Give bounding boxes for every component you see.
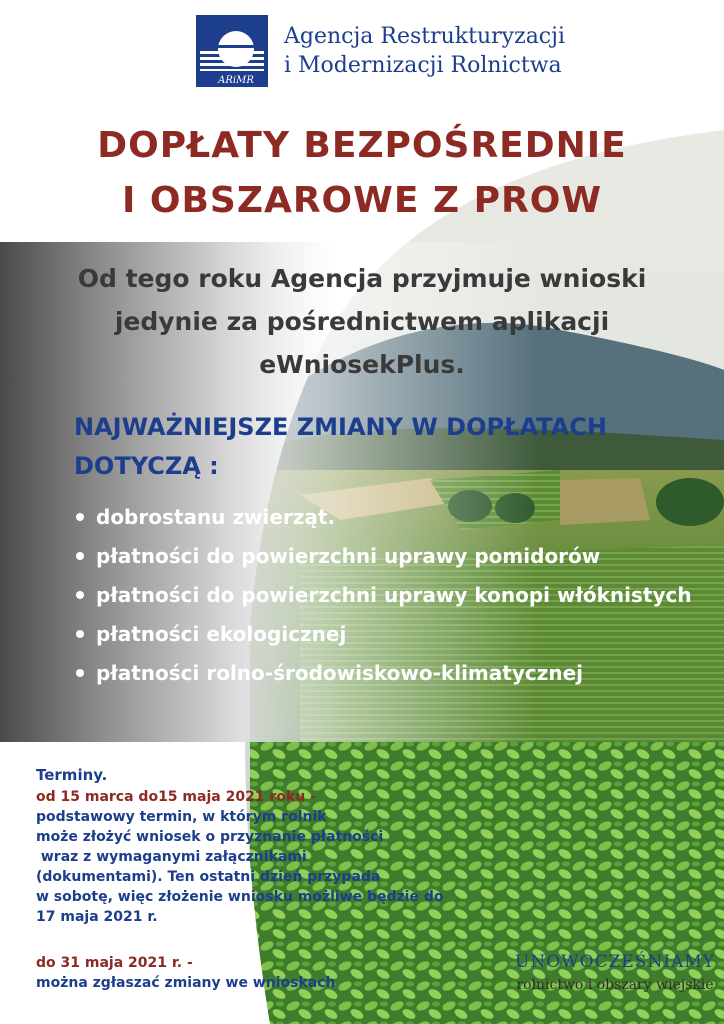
list-item-text: płatności rolno-środowiskowo-klimatycznej [96,661,584,685]
terms-heading: Terminy. [36,766,108,784]
slogan [510,952,720,993]
agency-line-2: i Modernizacji Rolnictwa [284,53,562,78]
list-item-text: dobrostanu zwierząt. [96,505,336,529]
terms-date-1: od 15 marca do15 maja 2021 roku - [36,789,316,805]
changes-heading [74,408,607,486]
terms-description-1 [36,807,456,927]
lead-line-1: Od tego roku Agencja przyjmuje wnioski [77,264,647,293]
lead-line-2: jedynie za pośrednictwem aplikacji [114,307,610,336]
bullet-icon [76,669,84,677]
terms-desc-line: może złożyć wniosek o przyznanie płatności [36,829,384,845]
list-item [74,541,694,572]
terms-desc-line: wraz z wymaganymi załącznikami [36,849,307,865]
title-line-2: I OBSZAROWE Z PROW [121,180,603,221]
list-item [74,658,694,689]
terms-desc-line: w sobotę, więc złożenie wniosku możliwe będzie do [36,889,444,905]
list-item-text: płatności do powierzchni uprawy konopi włóknistych [96,583,692,607]
terms-date-2: do 31 maja 2021 r. - [36,955,193,971]
bullet-icon [76,513,84,521]
lead-paragraph [30,257,694,386]
bullet-icon [76,630,84,638]
bullet-icon [76,552,84,560]
changes-heading-line-2: DOTYCZĄ : [74,452,219,480]
terms-desc-line: podstawowy termin, w którym rolnik [36,809,327,825]
terms-desc-line: 17 maja 2021 r. [36,909,158,925]
terms-desc-line: (dokumentami). Ten ostatni dzień przypada [36,869,381,885]
agency-name [284,22,565,80]
bullet-icon [76,591,84,599]
slogan-line-2: rolnictwo i obszary wiejskie [516,977,714,993]
logo-text: ARiMR [218,75,254,86]
slogan-line-1: UNOWOCZEŚNIAMY [515,952,715,972]
title-line-1: DOPŁATY BEZPOŚREDNIE [97,125,627,166]
list-item-text: płatności do powierzchni uprawy pomidorów [96,544,601,568]
terms-section [36,765,456,993]
list-item [74,580,694,611]
list-item [74,502,694,533]
lead-line-3: eWniosekPlus. [259,350,465,379]
changes-heading-line-1: NAJWAŻNIEJSZE ZMIANY W DOPŁATACH [74,413,607,441]
list-item-text: płatności ekologicznej [96,622,347,646]
changes-list [74,502,694,697]
terms-description-2: można zgłaszać zmiany we wnioskach [36,975,336,991]
agency-line-1: Agencja Restrukturyzacji [284,24,565,49]
arimr-logo [196,15,268,87]
list-item [74,619,694,650]
